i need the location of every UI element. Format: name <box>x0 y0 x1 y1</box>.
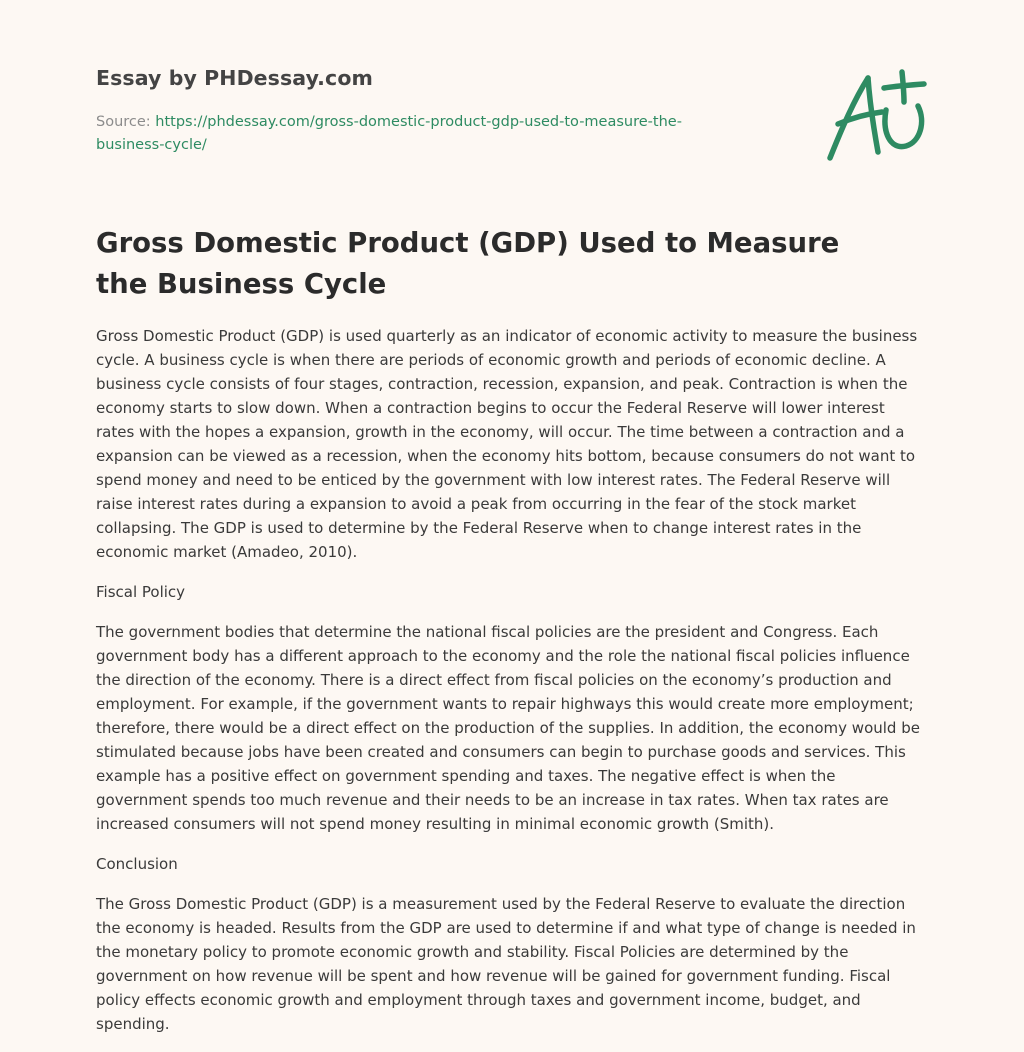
a-plus-grade-icon <box>820 66 930 166</box>
section-heading-conclusion: Conclusion <box>96 855 178 873</box>
source-label: Source: <box>96 114 156 130</box>
paragraph-intro: Gross Domestic Product (GDP) is used quarterly as an indicator of economic activity to measure the business cycle. A business cycle is when there are periods of economic growth and periods of economic decline. A business cycle consists of four stages, contraction, recession, expansion, and peak. Contraction is when the economy starts to slow down. When a contraction begins to occur the Federal Reserve will lower interest rates with the hopes a expansion, growth in the economy, will occur. The time between a contraction and a expansion can be viewed as a recession, when the economy hits bottom, because consumers do not want to spend money and need to be enticed by the government with low interest rates. The Federal Reserve will raise interest rates during a expansion to avoid a peak from occurring in the fear of the stock market collapsing. The GDP is used to determine by the Federal Reserve when to change interest rates in the economic market (Amadeo, 2010). <box>96 327 918 561</box>
section-heading-fiscal-policy: Fiscal Policy <box>96 583 186 601</box>
source-link[interactable]: https://phdessay.com/gross-domestic-product-gdp-used-to-measure-the-business-cycle/ <box>96 114 682 153</box>
essay-title: Gross Domestic Product (GDP) Used to Measure the Business Cycle <box>96 227 840 300</box>
source-line <box>96 111 736 157</box>
site-brand: Essay by PHDessay.com <box>96 66 373 90</box>
paragraph-fiscal-policy: The government bodies that determine the national fiscal policies are the president and Congress. Each government body has a different approach to the economy and the role the national fiscal policies influence the direction of the economy. There is a direct effect from fiscal policies on the economy’s production and employment. For example, if the government wants to repair highways this would create more employment; therefore, there would be a direct effect on the production of the supplies. In addition, the economy would be stimulated because jobs have been created and consumers can begin to purchase goods and services. This example has a positive effect on government spending and taxes. The negative effect is when the government spends too much revenue and their needs to be an increase in tax rates. When tax rates are increased consumers will not spend money resulting in minimal economic growth (Smith). <box>96 623 920 833</box>
paragraph-conclusion: The Gross Domestic Product (GDP) is a measurement used by the Federal Reserve to evaluate the direction the economy is headed. Results from the GDP are used to determine if and what type of change is needed in the monetary policy to promote economic growth and stability. Fiscal Policies are determined by the government on how revenue will be spent and how revenue will be gained for government funding. Fiscal policy effects economic growth and employment through taxes and government income, budget, and spending. <box>96 895 916 1033</box>
essay-body <box>96 324 926 1052</box>
